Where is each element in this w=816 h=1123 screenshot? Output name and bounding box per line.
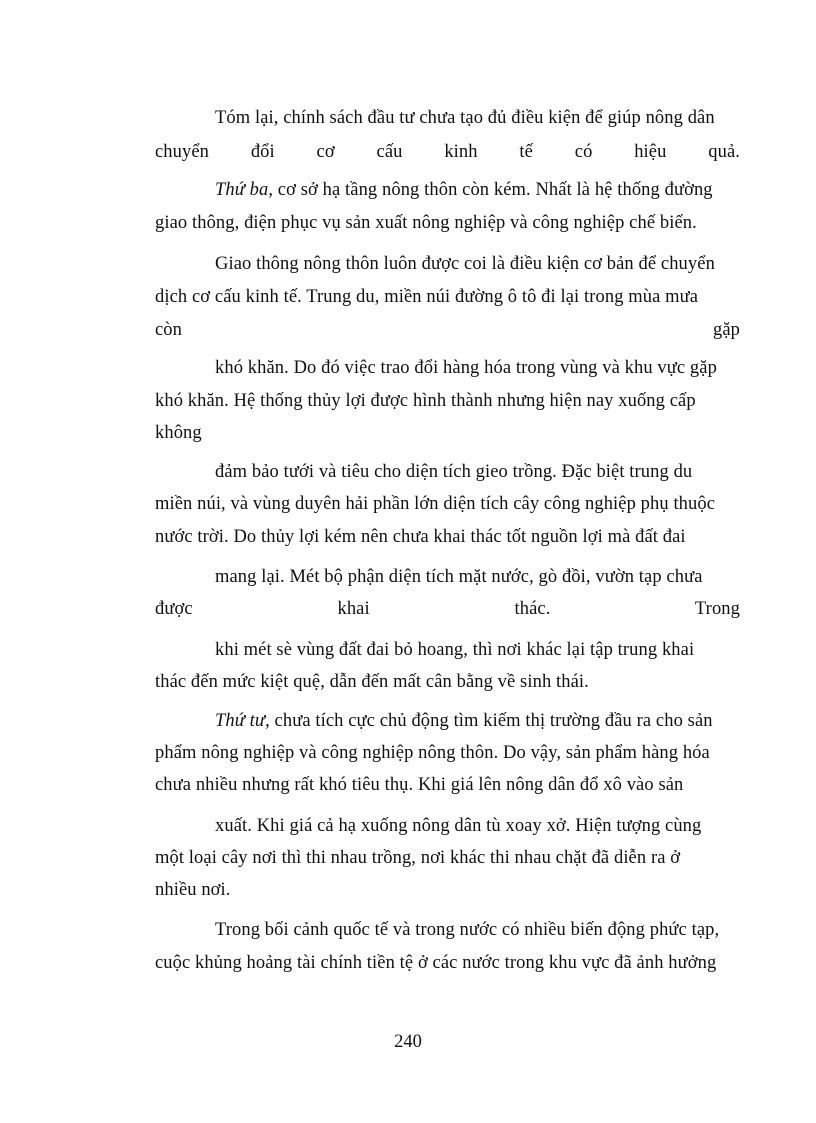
text-line: khó khăn. Hệ thống thủy lợi được hình thành nhưng hiện nay xuống cấp	[155, 391, 696, 411]
text-line: chuyển đổi cơ cấu kinh tế có hiệu quả.	[155, 142, 740, 162]
text-line: dịch cơ cấu kinh tế. Trung du, miền núi đường ô tô đi lại trong mùa mưa	[155, 287, 699, 307]
text-line: nhiều nơi.	[155, 880, 231, 900]
italic-lead: Thứ ba	[215, 180, 269, 200]
text-line: còn gặp	[155, 320, 740, 340]
text-line: không	[155, 423, 202, 443]
italic-lead: Thứ tư	[215, 711, 266, 731]
text-line: mang lại. Mét bộ phận diện tích mặt nước, gò đồi, vườn tạp chưa	[215, 567, 703, 587]
text-line: Tóm lại, chính sách đầu tư chưa tạo đủ điều kiện để giúp nông dân	[215, 108, 715, 128]
text-line: giao thông, điện phục vụ sản xuất nông nghiệp và công nghiệp chế biến.	[155, 213, 697, 233]
text-line: miền núi, và vùng duyên hải phần lớn diện tích cây công nghiệp phụ thuộc	[155, 494, 716, 514]
text-line: xuất. Khi giá cả hạ xuống nông dân tù xoay xở. Hiện tượng cùng	[215, 816, 702, 836]
text-line: cuộc khủng hoảng tài chính tiền tệ ở các nước trong khu vực đã ảnh hưởng	[155, 953, 717, 973]
text-line: khi mét sè vùng đất đai bỏ hoang, thì nơi khác lại tập trung khai	[215, 640, 695, 660]
text-line: Thứ ba, cơ sở hạ tầng nông thôn còn kém. Nhất là hệ thống đường	[215, 180, 713, 200]
text-line: phẩm nông nghiệp và công nghiệp nông thôn. Do vậy, sản phẩm hàng hóa	[155, 743, 710, 763]
text-line: nước trời. Do thủy lợi kém nên chưa khai thác tốt nguồn lợi mà đất đai	[155, 527, 686, 547]
text-line: đảm bảo tưới và tiêu cho diện tích gieo trồng. Đặc biệt trung du	[215, 462, 693, 482]
text-line: Giao thông nông thôn luôn được coi là điều kiện cơ bản để chuyển	[215, 254, 715, 274]
text-line: Thứ tư, chưa tích cực chủ động tìm kiếm thị trường đầu ra cho sản	[215, 711, 713, 731]
text-line: một loại cây nơi thì thi nhau trồng, nơi khác thi nhau chặt đã diễn ra ở	[155, 848, 681, 868]
text-line: khó khăn. Do đó việc trao đổi hàng hóa trong vùng và khu vực gặp	[215, 358, 717, 378]
text-line: thác đến mức kiệt quệ, dẫn đến mất cân bằng về sinh thái.	[155, 672, 589, 692]
text-line: Trong bối cảnh quốc tế và trong nước có nhiều biến động phức tạp,	[215, 920, 720, 940]
page-number: 240	[394, 1032, 422, 1052]
text-line: được khai thác. Trong	[155, 599, 740, 619]
text-line: chưa nhiều nhưng rất khó tiêu thụ. Khi giá lên nông dân đổ xô vào sản	[155, 775, 684, 795]
